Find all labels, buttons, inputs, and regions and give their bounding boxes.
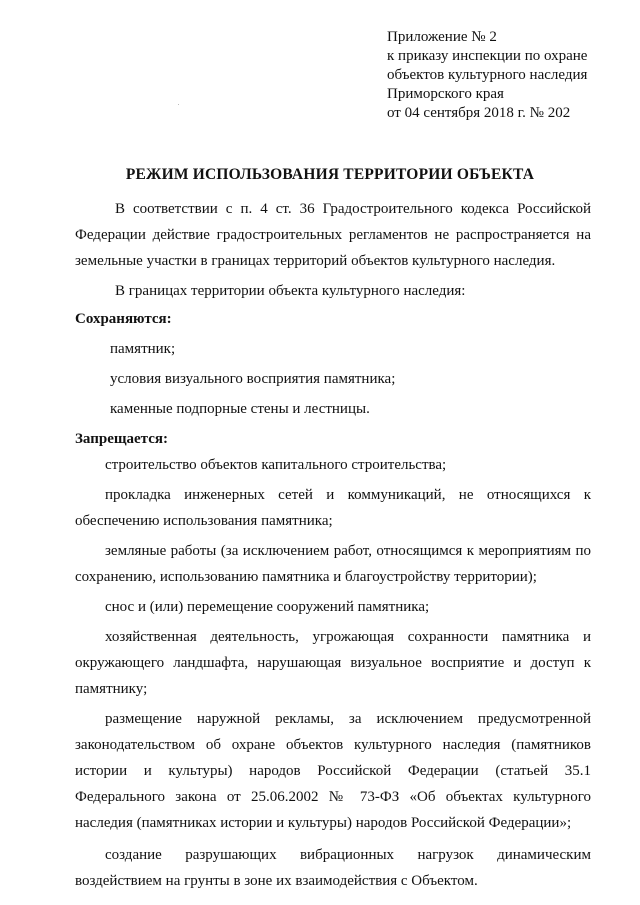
prohibited-item: хозяйственная деятельность, угрожающая сохранности памятника и окружающего ландшафта, нарушающая визуальное восприятие и доступ к памятнику; (75, 629, 591, 697)
prohibited-item: размещение наружной рекламы, за исключением предусмотренной законодательством об охране объектов культурного наследия (памятников истории и культуры) народов Российской Федерации (статьей 35.1 Федерального закона от 25.06.2002 № 73-ФЗ «Об объектах культурного наследия (памятниках истории и культуры) народов Российской Федерации»; (75, 711, 591, 831)
prohibited-heading: Запрещается: (75, 431, 169, 447)
annex-block (387, 28, 627, 123)
intro-paragraph: В соответствии с п. 4 ст. 36 Градостроительного кодекса Российской Федерации действие градостроительных регламентов не распространяется на земельные участки в границах территорий объектов культурного наследия. (75, 201, 591, 269)
preserved-item: условия визуального восприятия памятника; (110, 371, 396, 387)
prohibited-item: создание разрушающих вибрационных нагрузок динамическим воздействием на грунты в зоне их взаимодействия с Объектом. (75, 847, 591, 889)
preserved-heading: Сохраняются: (75, 311, 172, 327)
annex-line-5: от 04 сентября 2018 г. № 202 (387, 105, 571, 121)
annex-line-4: Приморского края (387, 86, 504, 102)
prohibited-item: строительство объектов капитального строительства; (105, 457, 447, 473)
scan-speck (178, 104, 179, 105)
annex-line-3: объектов культурного наследия (387, 67, 588, 83)
annex-line-1: Приложение № 2 (387, 29, 497, 45)
prohibited-item: земляные работы (за исключением работ, относящимся к мероприятиям по сохранению, использованию памятника и благоустройству территории); (75, 543, 591, 585)
within-paragraph: В границах территории объекта культурного наследия: (115, 283, 466, 299)
document-body (75, 196, 591, 894)
prohibited-item: прокладка инженерных сетей и коммуникаций, не относящихся к обеспечению использования памятника; (75, 487, 591, 529)
annex-line-2: к приказу инспекции по охране (387, 48, 588, 64)
preserved-item: каменные подпорные стены и лестницы. (110, 401, 370, 417)
prohibited-item: снос и (или) перемещение сооружений памятника; (105, 599, 430, 615)
document-title: РЕЖИМ ИСПОЛЬЗОВАНИЯ ТЕРРИТОРИИ ОБЪЕКТА (125, 166, 535, 183)
preserved-item: памятник; (110, 341, 176, 357)
